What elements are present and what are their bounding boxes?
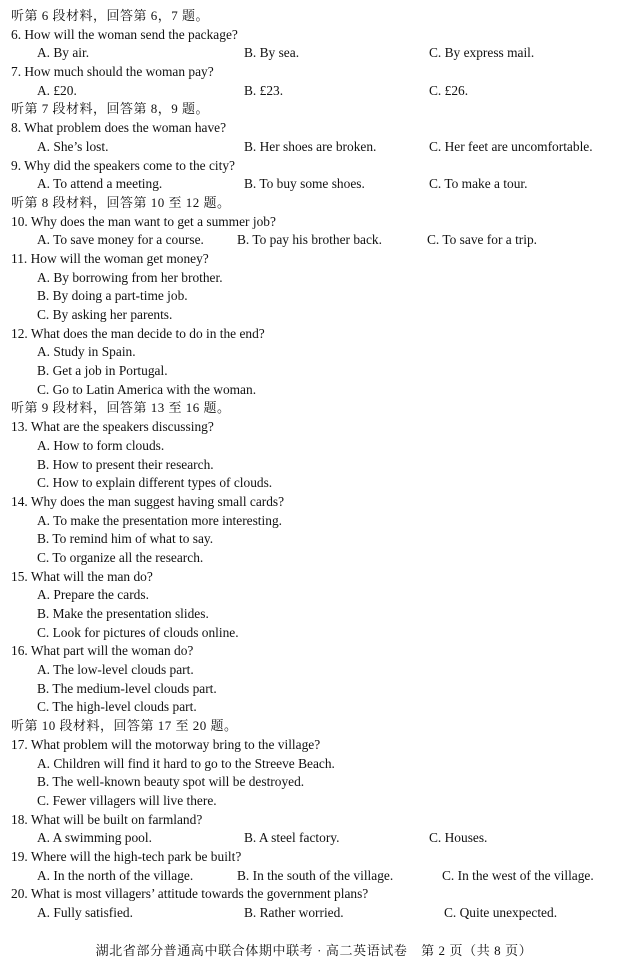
options-row	[11, 44, 628, 63]
option-a: A. She’s lost.	[37, 138, 109, 154]
question-16: 16. What part will the woman do?	[11, 643, 194, 659]
question-15: 15. What will the man do?	[11, 568, 153, 584]
option-a: A. £20.	[37, 82, 77, 98]
question-13: 13. What are the speakers discussing?	[11, 419, 214, 435]
question-19: 19. Where will the high-tech park be built?	[11, 848, 242, 864]
option-a: A. Fully satisfied.	[37, 905, 133, 920]
option-b: B. How to present their research.	[37, 456, 214, 472]
question-10: 10. Why does the man want to get a summer job?	[11, 213, 276, 229]
question-6: 6. How will the woman send the package?	[11, 26, 238, 42]
options-row	[11, 82, 628, 101]
option-a: A. The low-level clouds part.	[37, 662, 194, 678]
question-7: 7. How much should the woman pay?	[11, 64, 214, 80]
option-c: C. In the west of the village.	[442, 867, 594, 883]
option-b: B. £23.	[244, 82, 284, 98]
section-heading: 听第 8 段材料，回答第 10 至 12 题。	[11, 194, 231, 210]
question-11: 11. How will the woman get money?	[11, 250, 209, 266]
question-12: 12. What does the man decide to do in the end?	[11, 325, 265, 341]
option-c: C. To make a tour.	[429, 176, 528, 192]
option-b: B. Rather worried.	[244, 905, 344, 920]
option-c: C. By express mail.	[429, 45, 535, 61]
option-a: A. To make the presentation more interesting.	[37, 512, 282, 528]
options-row	[11, 138, 628, 157]
options-row	[11, 867, 628, 886]
option-c: C. Go to Latin America with the woman.	[37, 381, 257, 397]
section-heading: 听第 7 段材料，回答第 8，9 题。	[11, 101, 210, 117]
options-row	[11, 904, 628, 923]
options-row	[11, 175, 628, 194]
option-c: C. To organize all the research.	[37, 549, 204, 565]
question-17: 17. What problem will the motorway bring to the village?	[11, 736, 321, 752]
option-c: C. How to explain different types of clouds.	[37, 475, 273, 491]
option-c: C. By asking her parents.	[37, 307, 173, 322]
option-a: A. By borrowing from her brother.	[37, 269, 223, 285]
option-c: C. Her feet are uncomfortable.	[429, 138, 593, 154]
question-18: 18. What will be built on farmland?	[11, 811, 203, 827]
section-heading: 听第 6 段材料，回答第 6，7 题。	[11, 8, 210, 23]
option-b: B. To remind him of what to say.	[37, 531, 214, 547]
question-20: 20. What is most villagers’ attitude towards the government plans?	[11, 886, 369, 902]
option-b: B. By sea.	[244, 45, 300, 61]
option-a: A. Study in Spain.	[37, 344, 136, 360]
option-c: C. Quite unexpected.	[444, 905, 558, 920]
option-c: C. £26.	[429, 82, 469, 98]
question-8: 8. What problem does the woman have?	[11, 120, 227, 136]
option-b: B. By doing a part-time job.	[37, 288, 188, 304]
option-a: A. By air.	[37, 45, 90, 61]
option-a: A. A swimming pool.	[37, 830, 152, 846]
option-a: A. To save money for a course.	[37, 232, 204, 248]
option-c: C. To save for a trip.	[427, 232, 538, 248]
option-c: C. Houses.	[429, 830, 488, 846]
section-heading: 听第 10 段材料，回答第 17 至 20 题。	[11, 718, 238, 734]
option-c: C. The high-level clouds part.	[37, 699, 197, 715]
option-a: A. To attend a meeting.	[37, 176, 163, 192]
question-14: 14. Why does the man suggest having small cards?	[11, 493, 285, 509]
option-b: B. A steel factory.	[244, 830, 340, 846]
section-heading: 听第 9 段材料，回答第 13 至 16 题。	[11, 400, 231, 416]
option-c: C. Fewer villagers will live there.	[37, 792, 217, 808]
options-row	[11, 829, 628, 848]
option-a: A. How to form clouds.	[37, 437, 165, 453]
option-b: B. Her shoes are broken.	[244, 138, 377, 154]
option-c: C. Look for pictures of clouds online.	[37, 624, 239, 640]
option-a: A. Prepare the cards.	[37, 587, 149, 603]
option-b: B. The medium-level clouds part.	[37, 680, 217, 696]
options-row	[11, 231, 628, 250]
option-b: B. Get a job in Portugal.	[37, 363, 168, 379]
option-b: B. To buy some shoes.	[244, 176, 365, 192]
option-a: A. In the north of the village.	[37, 867, 194, 883]
option-a: A. Children will find it hard to go to the Streeve Beach.	[37, 755, 335, 771]
option-b: B. In the south of the village.	[237, 867, 394, 883]
option-b: B. To pay his brother back.	[237, 232, 382, 248]
question-9: 9. Why did the speakers come to the city?	[11, 157, 235, 173]
option-b: B. The well-known beauty spot will be destroyed.	[37, 774, 305, 790]
page-footer: 湖北省部分普通高中联合体期中联考 · 高二英语试卷 第 2 页（共 8 页）	[95, 943, 533, 958]
option-b: B. Make the presentation slides.	[37, 606, 209, 621]
